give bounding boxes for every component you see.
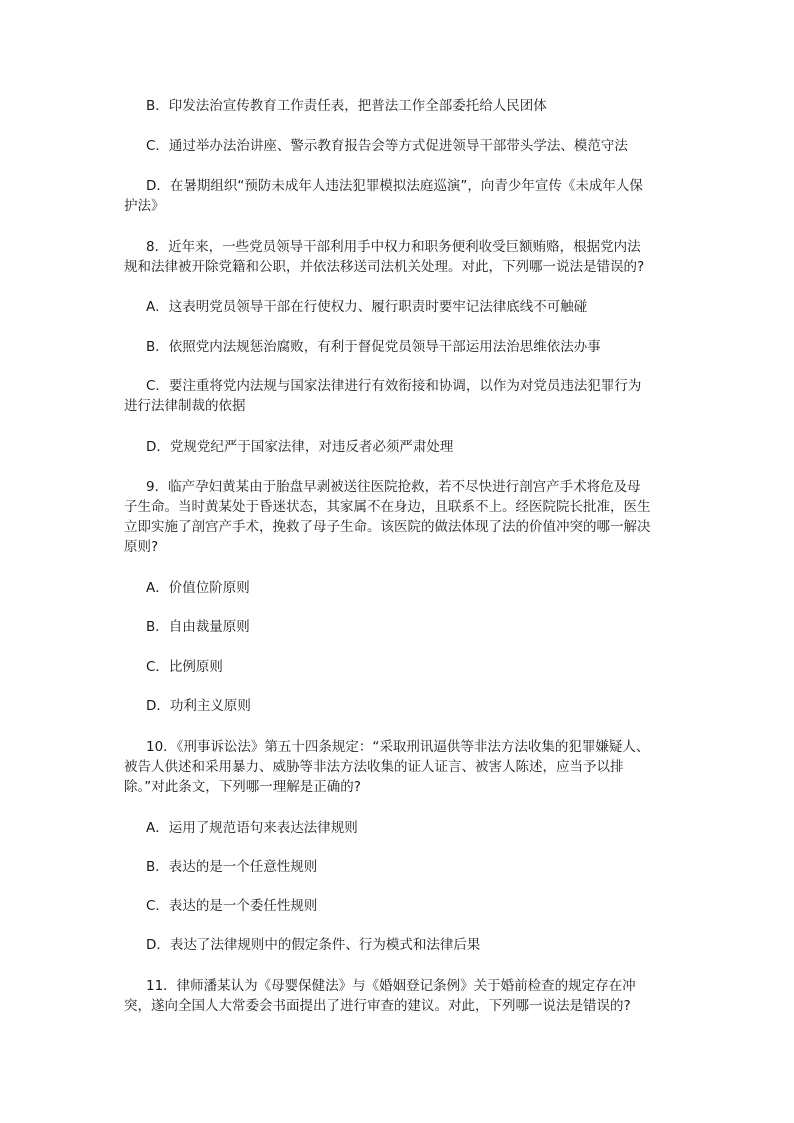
option-d-q8: D．党规党纪严于国家法律，对违反者必须严肃处理 (146, 439, 454, 455)
option-b-q8: B．依照党内法规惩治腐败，有利于督促党员领导干部运用法治思维依法办事 (146, 339, 601, 355)
option-c-q7: C．通过举办法治讲座、警示教育报告会等方式促进领导干部带头学法、模范守法 (146, 138, 628, 154)
option-b-q7: B．印发法治宣传教育工作责任表，把普法工作全部委托给人民团体 (146, 98, 547, 114)
option-c-q10: C．表达的是一个委任性规则 (146, 898, 318, 914)
question-10: 10．《刑事诉讼法》第五十四条规定：“采取刑讯逼供等非法方法收集的犯罪嫌疑人、被告人供述和采用暴力、威胁等非法方法收集的证人证言、被害人陈述，应当予以排除。”对此条文，下列哪一理解是正确的? (124, 739, 650, 795)
option-b-q10: B．表达的是一个任意性规则 (146, 859, 318, 875)
option-a-q8: A．这表明党员领导干部在行使权力、履行职责时要牢记法律底线不可触碰 (146, 299, 588, 315)
option-c-q9: C．比例原则 (146, 659, 223, 675)
option-a-q9: A．价值位阶原则 (146, 580, 250, 596)
option-a-q10: A．运用了规范语句来表达法律规则 (146, 820, 358, 836)
option-d-q10: D．表达了法律规则中的假定条件、行为模式和法律后果 (146, 937, 481, 953)
question-9: 9．临产孕妇黄某由于胎盘早剥被送往医院抢救，若不尽快进行剖宫产手术将危及母子生命。当时黄某处于昏迷状态，其家属不在身边，且联系不上。经医院院长批准，医生立即实施了剖宫产手术，挽救了母子生命。该医院的做法体现了法的价值冲突的哪一解决原则? (124, 479, 651, 555)
option-d-q9: D．功利主义原则 (146, 698, 251, 714)
question-8: 8．近年来，一些党员领导干部利用手中权力和职务便利收受巨额贿赂，根据党内法规和法律被开除党籍和公职，并依法移送司法机关处理。对此，下列哪一说法是错误的? (124, 239, 645, 275)
option-d-q7: D．在暑期组织“预防未成年人违法犯罪模拟法庭巡演”，向青少年宣传《未成年人保护法》 (124, 178, 643, 214)
question-11: 11．律师潘某认为《母婴保健法》与《婚姻登记条例》关于婚前检查的规定存在冲突，遂向全国人大常委会书面提出了进行审查的建议。对此，下列哪一说法是错误的? (124, 978, 636, 1014)
option-b-q9: B．自由裁量原则 (146, 619, 250, 635)
option-c-q8: C．要注重将党内法规与国家法律进行有效衔接和协调，以作为对党员违法犯罪行为进行法律制裁的依据 (124, 378, 642, 414)
